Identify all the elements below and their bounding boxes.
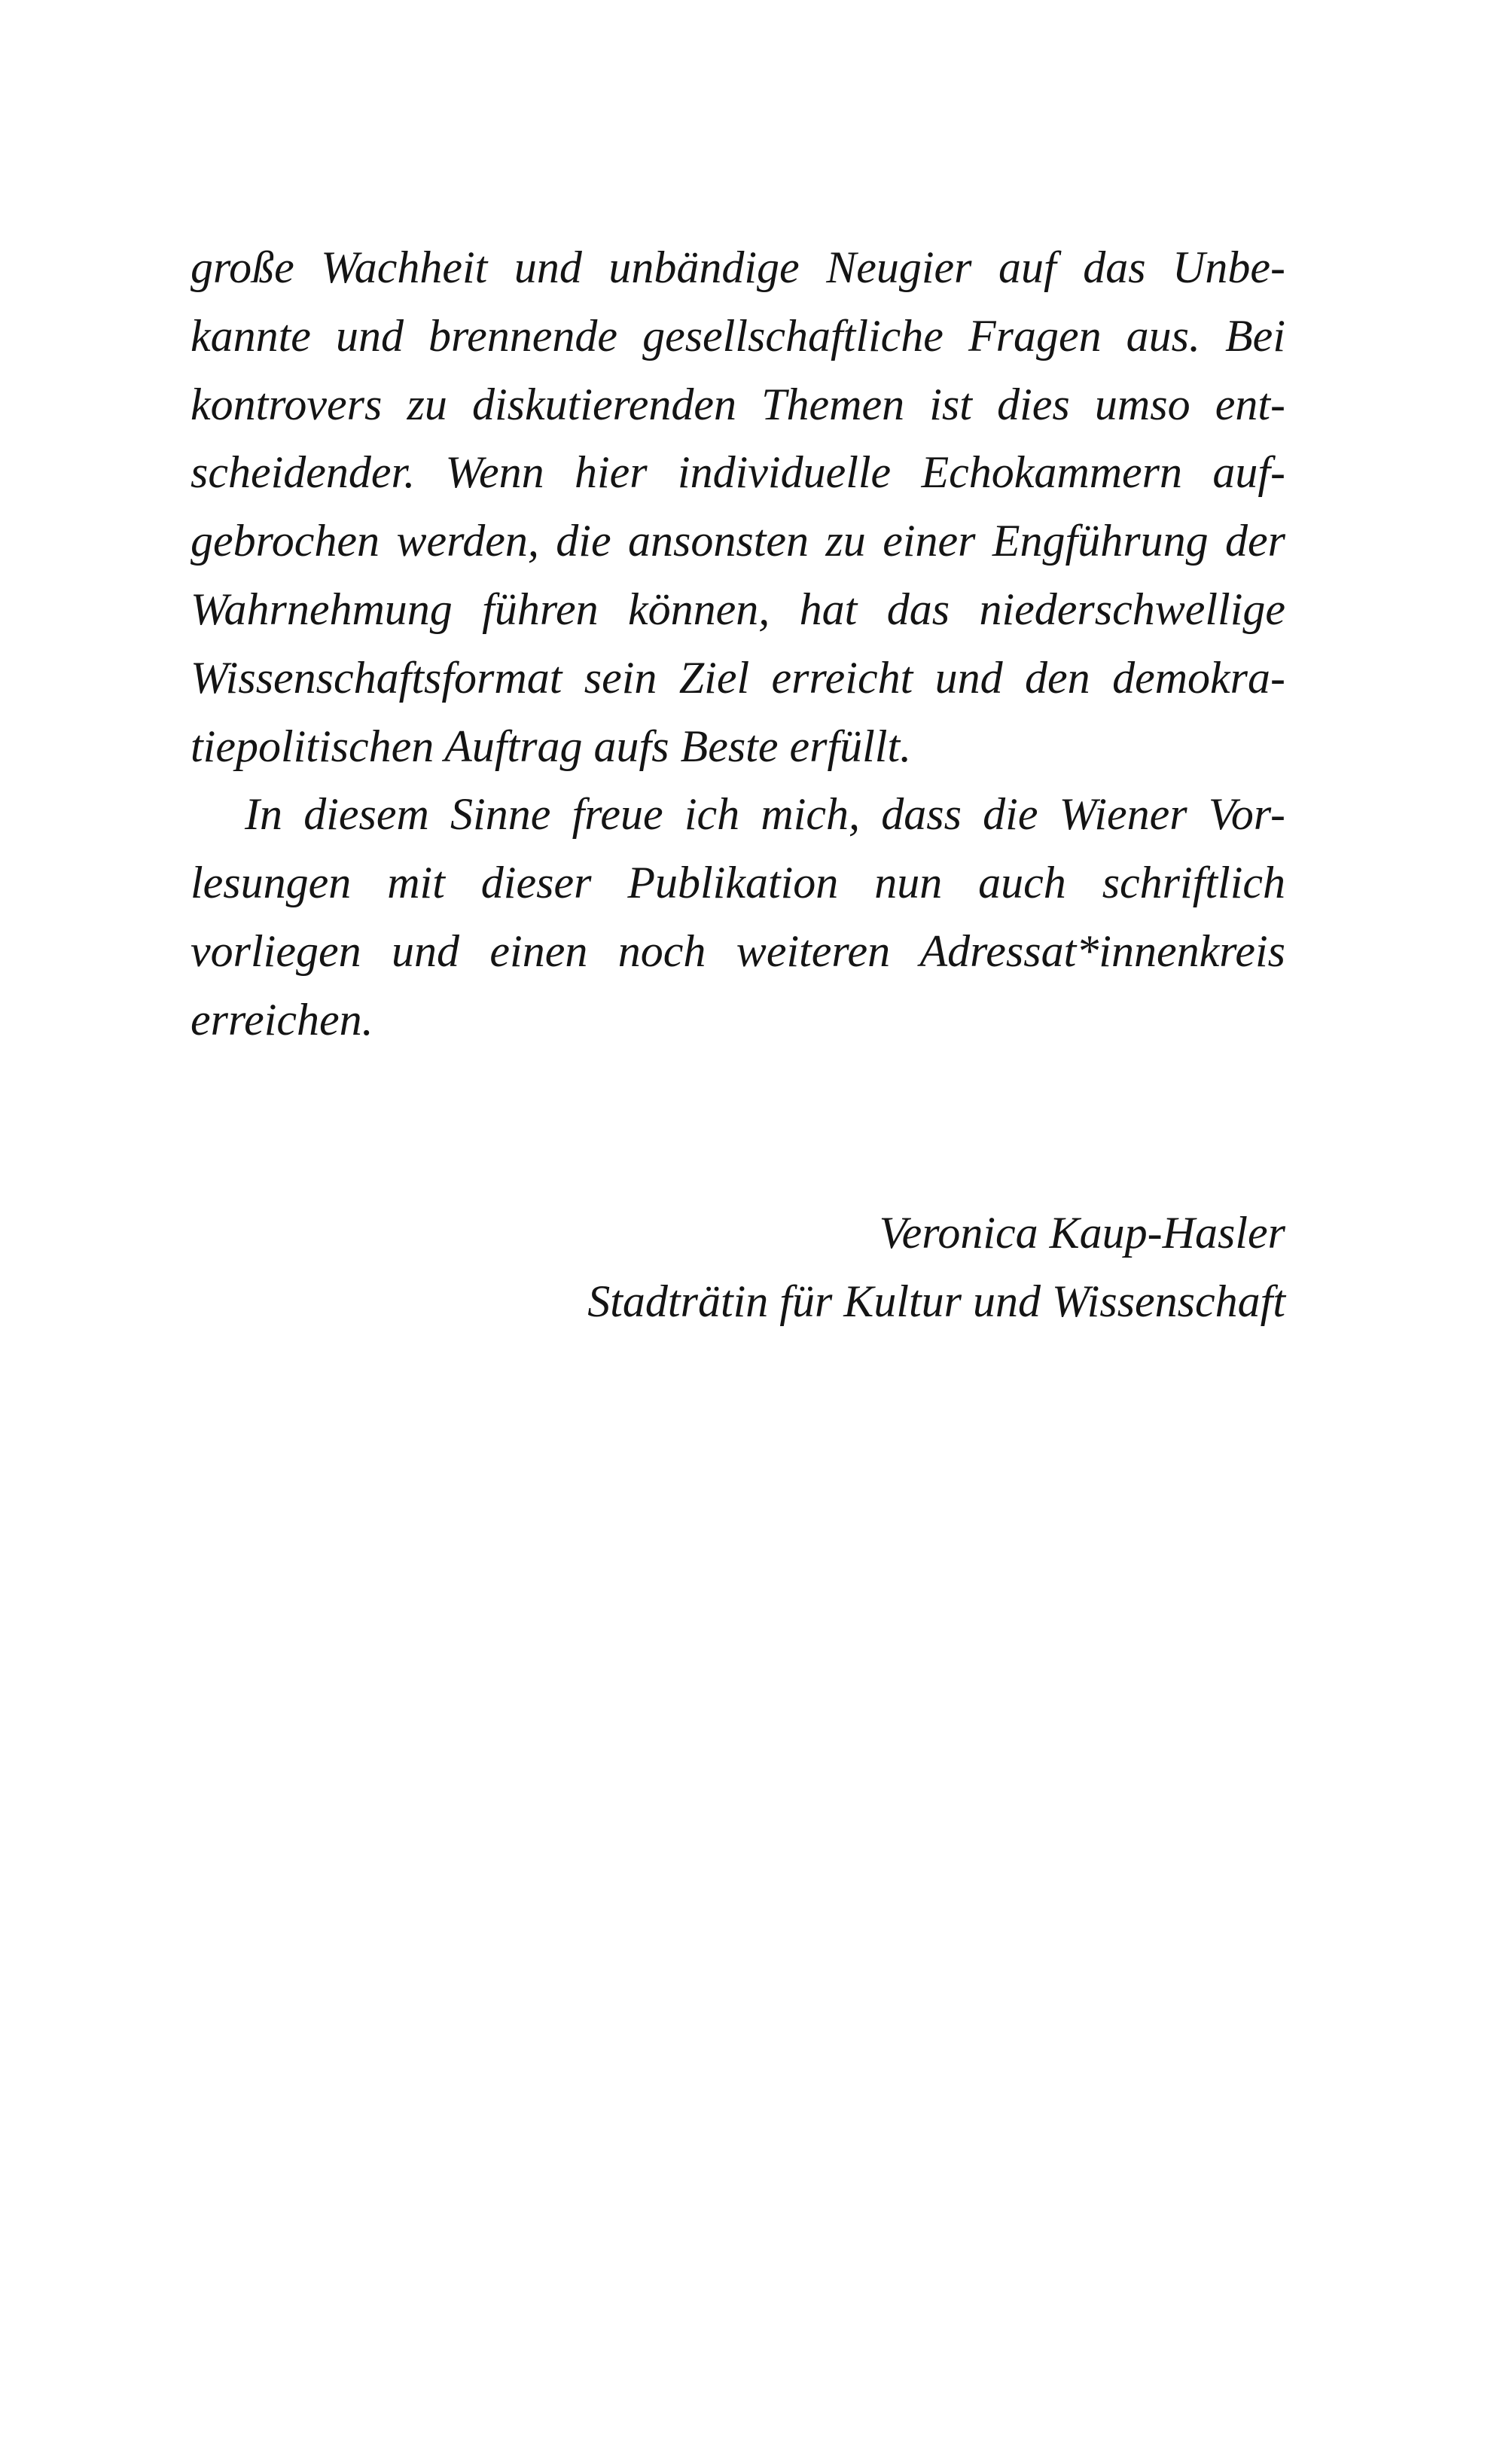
text-line: kontrovers zu diskutierenden Themen ist dies umso ent- [191, 379, 1285, 429]
text-line: scheidender. Wenn hier individuelle Echokammern auf- [191, 447, 1285, 498]
paragraph-2 [191, 780, 1285, 1054]
text-line: erreichen. [191, 994, 373, 1044]
signature-name: Veronica Kaup-Hasler [879, 1208, 1285, 1258]
body-text [191, 233, 1285, 1054]
signature-block [587, 1199, 1285, 1336]
text-line: vorliegen und einen noch weiteren Adressat*innenkreis [191, 926, 1285, 976]
text-line: Wissenschaftsformat sein Ziel erreicht und den demokra- [191, 652, 1285, 703]
text-line: In diesem Sinne freue ich mich, dass die Wiener Vor- [245, 789, 1285, 840]
text-line: lesungen mit dieser Publikation nun auch schriftlich [191, 858, 1285, 908]
text-line: gebrochen werden, die ansonsten zu einer Engführung der [191, 516, 1285, 566]
text-line: große Wachheit und unbändige Neugier auf das Unbe- [191, 242, 1285, 292]
text-line: Wahrnehmung führen können, hat das niederschwellige [191, 584, 1285, 634]
text-line: tiepolitischen Auftrag aufs Beste erfüllt. [191, 721, 912, 771]
signature-title: Stadträtin für Kultur und Wissenschaft [587, 1276, 1285, 1326]
paragraph-1 [191, 233, 1285, 780]
text-line: kannte und brennende gesellschaftliche Fragen aus. Bei [191, 310, 1285, 361]
